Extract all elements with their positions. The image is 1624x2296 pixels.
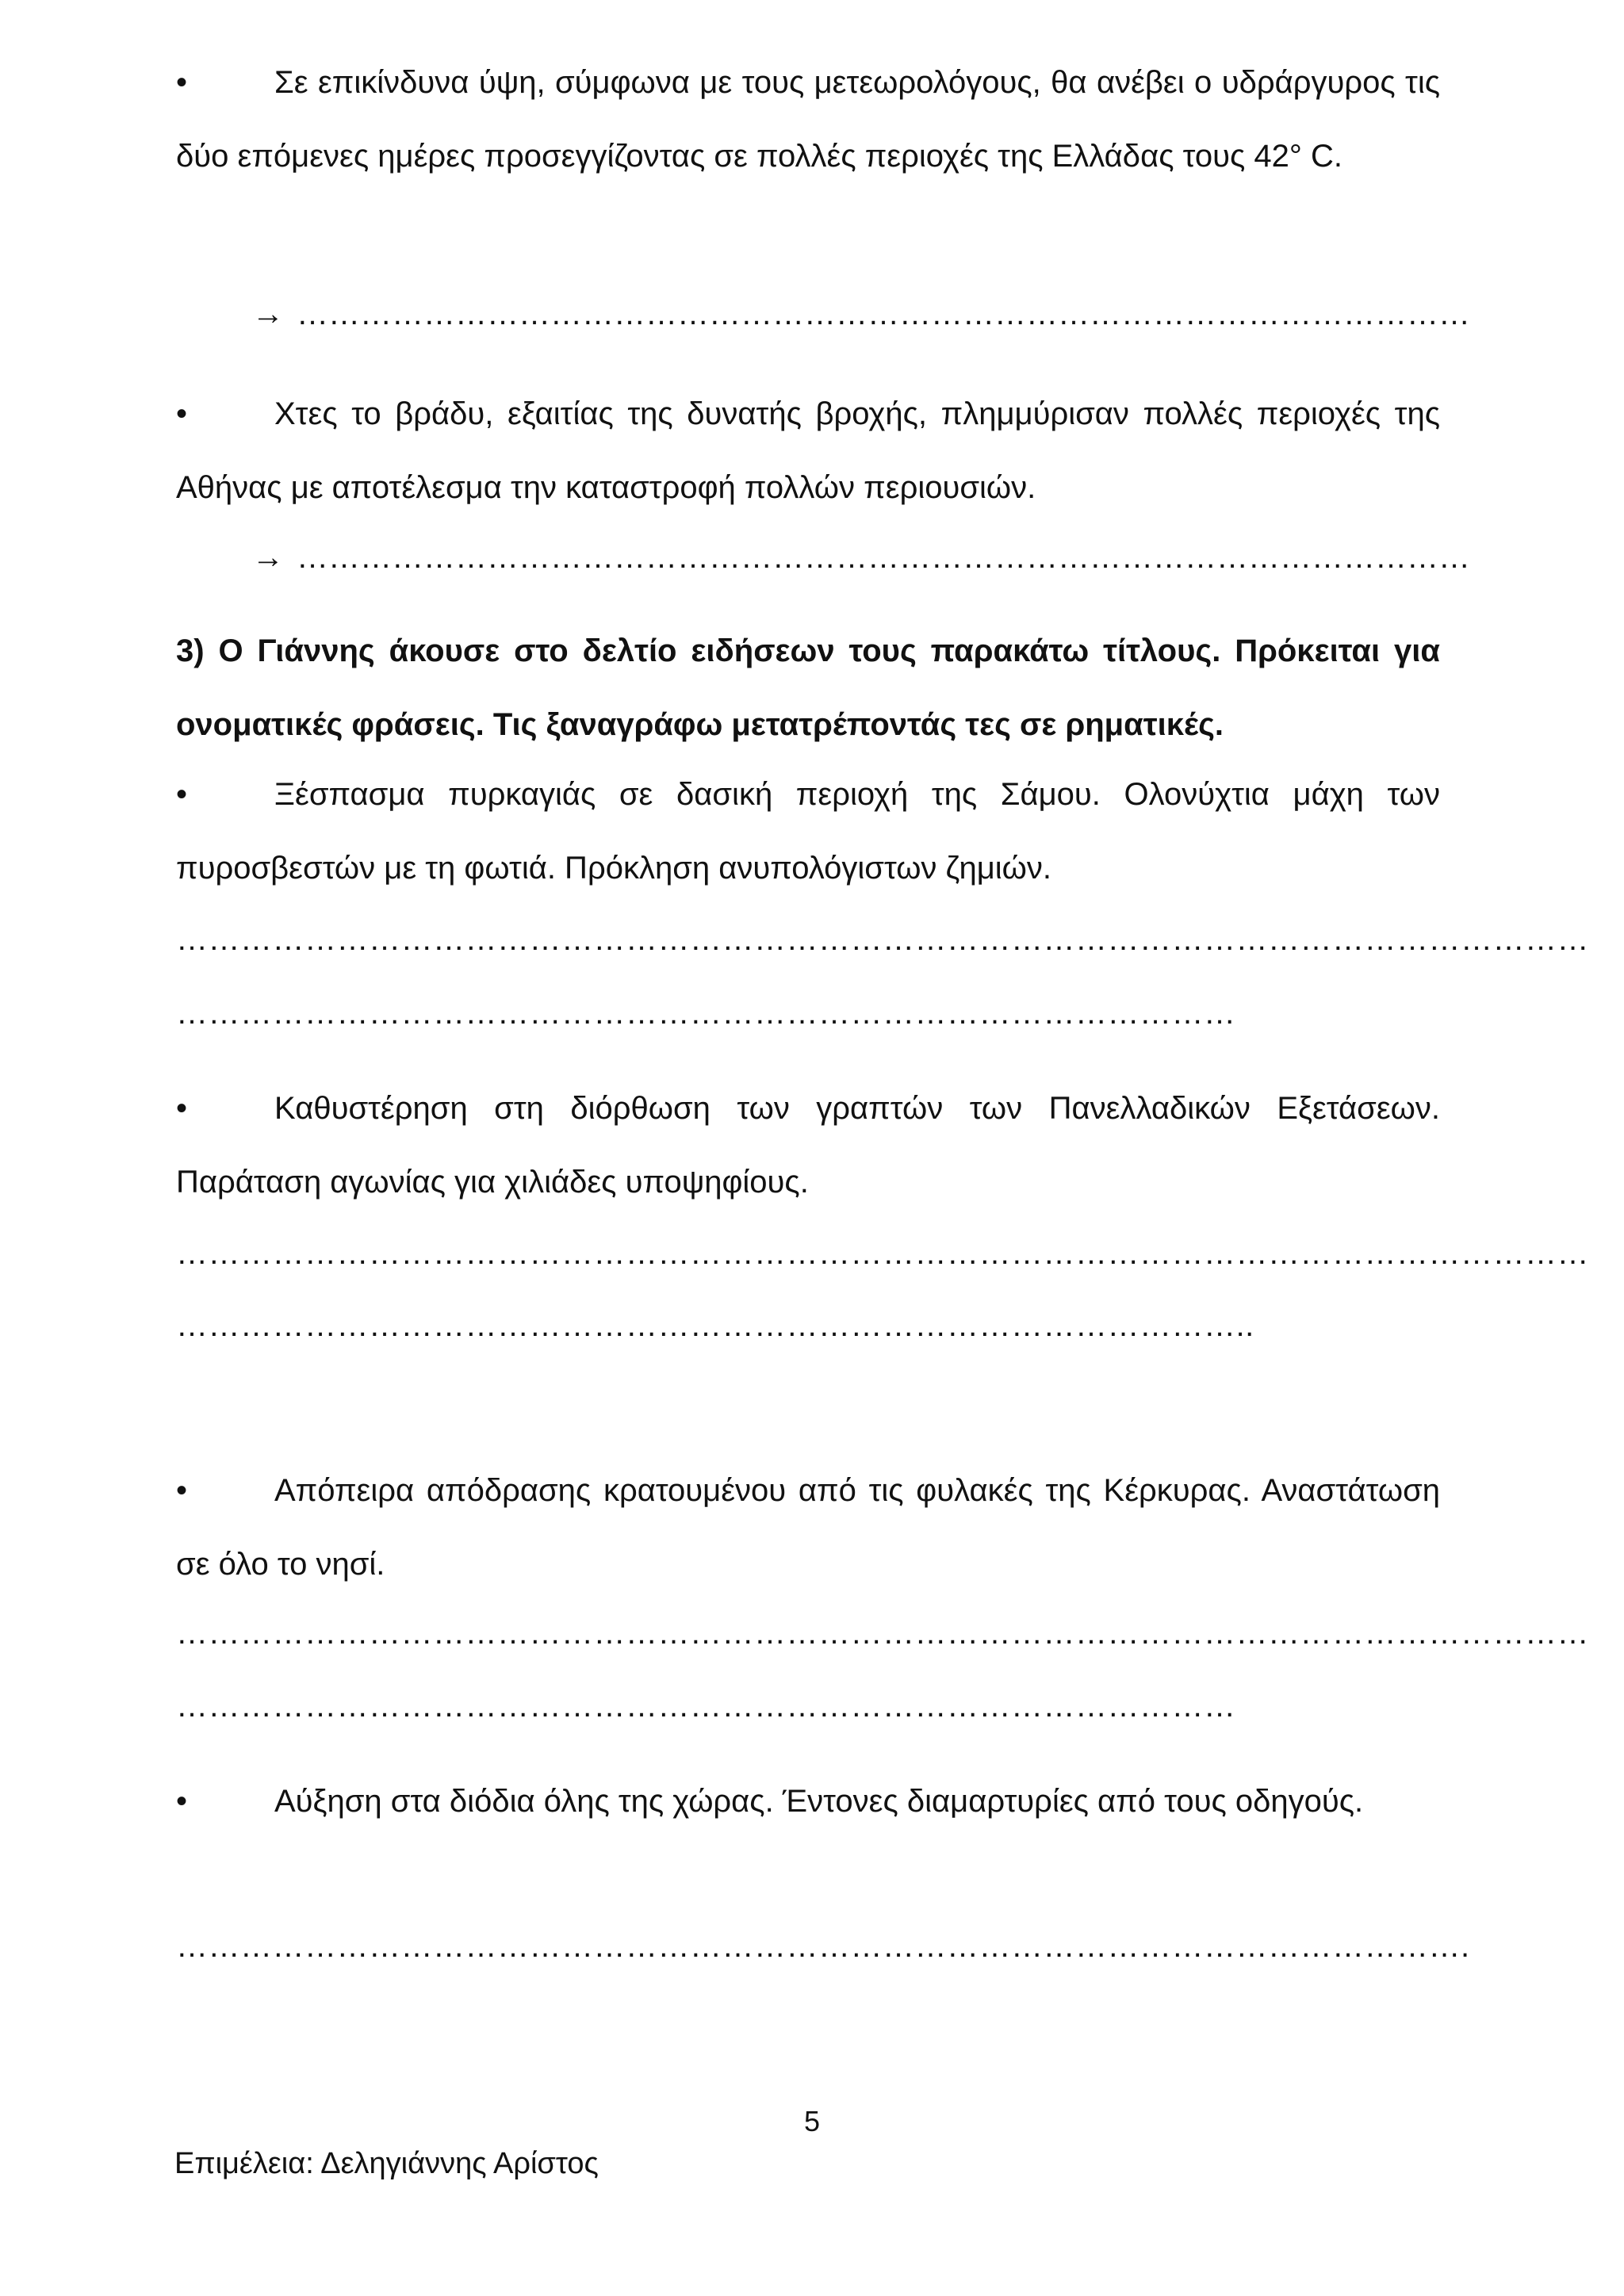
bullet-icon: •	[176, 65, 188, 100]
exercise3-item-4	[176, 1765, 1440, 1839]
bullet-icon: •	[176, 777, 188, 812]
answer-line: ……………………………………………………………………………………………………………………	[176, 1616, 1589, 1651]
exercise2-item-1-text: Σε επικίνδυνα ύψη, σύμφωνα με τους μετεωρολόγους, θα ανέβει ο υδράργυρος τις δύο επόμενες ημέρες προσεγγίζοντας σε πολλές περιοχές της Ελλάδας τους 42° C.	[176, 65, 1440, 174]
exercise2-item-2	[176, 377, 1440, 525]
answer-line: ……………………………………………………………………………………………………………………	[176, 1236, 1589, 1271]
exercise2-answer-line-2	[252, 534, 1470, 581]
exercise3-item-3	[176, 1454, 1440, 1601]
exercise3-item-3-text: Απόπειρα απόδρασης κρατουμένου από τις φυλακές της Κέρκυρας. Αναστάτωση σε όλο το νησί.	[176, 1473, 1440, 1582]
dotted-line: …………………………………………………………………………………………………	[297, 297, 1470, 331]
page-number: 5	[803, 2105, 821, 2137]
bullet-icon: •	[176, 1784, 188, 1819]
answer-line: ………………………………………………………………………………………	[176, 1689, 1236, 1724]
bullet-icon: •	[176, 396, 188, 431]
footer-author: Επιμέλεια: Δεληγιάννης Αρίστος	[174, 2147, 599, 2180]
exercise2-item-1	[176, 46, 1440, 193]
arrow-right-icon: →	[252, 540, 284, 575]
dotted-line: …………………………………………………………………………………………………	[297, 540, 1470, 575]
exercise3-item-2	[176, 1072, 1440, 1219]
bullet-icon: •	[176, 1091, 188, 1126]
exercise3-item-1-text: Ξέσπασμα πυρκαγιάς σε δασική περιοχή της Σάμου. Ολονύχτια μάχη των πυροσβεστών με τη φωτιά. Πρόκληση ανυπολόγιστων ζημιών.	[176, 777, 1440, 886]
bullet-icon: •	[176, 1473, 188, 1508]
answer-line: ………………………………………………………………………………………..	[176, 1308, 1254, 1343]
exercise3-item-1	[176, 758, 1440, 905]
answer-line: ………………………………………………………………………………………………………….	[176, 1929, 1470, 1964]
exercise3-heading: 3) Ο Γιάννης άκουσε στο δελτίο ειδήσεων τους παρακάτω τίτλους. Πρόκειται για ονοματικές φράσεις. Τις ξαναγράφω μετατρέποντάς τες σε ρηματικές.	[176, 633, 1440, 742]
arrow-right-icon: →	[252, 297, 284, 331]
exercise3-item-4-text: Αύξηση στα διόδια όλης της χώρας. Έντονες διαμαρτυρίες από τους οδηγούς.	[274, 1784, 1364, 1819]
answer-line: ……………………………………………………………………………………………………………………	[176, 922, 1589, 957]
exercise3-item-2-text: Καθυστέρηση στη διόρθωση των γραπτών των Πανελλαδικών Εξετάσεων. Παράταση αγωνίας για χιλιάδες υποψηφίους.	[176, 1091, 1440, 1200]
exercise2-answer-line-1	[252, 290, 1470, 338]
answer-line: ………………………………………………………………………………………	[176, 996, 1236, 1031]
exercise2-item-2-text: Χτες το βράδυ, εξαιτίας της δυνατής βροχής, πλημμύρισαν πολλές περιοχές της Αθήνας με αποτέλεσμα την καταστροφή πολλών περιουσιών.	[176, 396, 1440, 505]
